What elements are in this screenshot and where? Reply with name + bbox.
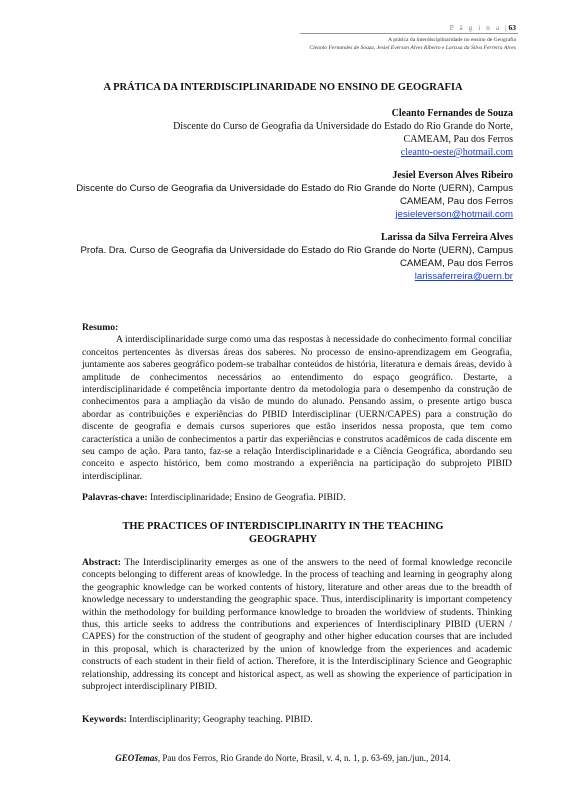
abstract-section bbox=[82, 557, 512, 693]
palavras-chave-text: Interdisciplinaridade; Ensino de Geografia. PIBID. bbox=[147, 492, 346, 503]
running-authors: Cleanto Fernandes de Souza, Jesiel Everson Alves Ribeiro e Larissa da Silva Ferreira Alves bbox=[309, 44, 516, 51]
author-email-link[interactable]: cleanto-oeste@hotmail.com bbox=[400, 147, 513, 158]
author-affiliation: CAMEAM, Pau dos Ferros bbox=[399, 258, 513, 269]
keywords-text: Interdisciplinarity; Geography teaching. PIBID. bbox=[126, 714, 313, 725]
resumo-section bbox=[82, 322, 512, 483]
author-block-1 bbox=[173, 107, 513, 159]
author-email-link[interactable]: larissaferreira@uern.br bbox=[414, 271, 513, 282]
keywords-label: Keywords: bbox=[82, 714, 127, 725]
page-separator: | bbox=[501, 23, 509, 32]
article-title-english: THE PRACTICES OF INTERDISCIPLINARITY IN THE TEACHING GEOGRAPHY bbox=[122, 521, 444, 545]
author-name: Cleanto Fernandes de Souza bbox=[391, 108, 513, 119]
running-title: A prática da interdisciplinaridade no ensino de Geografia bbox=[388, 37, 516, 43]
page-word: P á g i n a bbox=[449, 23, 502, 32]
keywords bbox=[82, 714, 512, 725]
page-number: 63 bbox=[508, 23, 516, 32]
author-affiliation: CAMEAM, Pau dos Ferros bbox=[403, 134, 513, 145]
palavras-chave-label: Palavras-chave: bbox=[82, 492, 148, 503]
author-affiliation: Discente do Curso de Geografia da Universidade do Estado do Rio Grande do Norte, bbox=[173, 121, 513, 132]
author-name: Larissa da Silva Ferreira Alves bbox=[380, 232, 513, 243]
author-affiliation: Profa. Dra. Curso de Geografia da Universidade do Estado do Rio Grande do Norte (UERN), Campus bbox=[80, 245, 513, 256]
resumo-text: A interdisciplinaridade surge como uma das respostas à necessidade do conhecimento formal conciliar conceitos pertencentes às diversas áreas dos saberes. No processo de ensino-aprendizagem em Geografia, juntamente aos saberes geográfico podem-se trabalhar conteúdos de história, literatura e demais áreas, devido à amplitude de conhecimentos necessários ao entendimento do espaço geográfico. Destarte, a interdisciplinaridade é competência importante dentro da metodologia para o desempenho da construção de conhecimentos para a ampliação da visão de mundo do alunado. Pensando assim, o presente artigo busca abordar as contribuições e experiências do PIBID Interdisciplinar (UERN/CAPES) para a construção do discente de geografia e demais cursos superiores que estão inseridos nessa proposta, que tem como característica a união de conhecimentos a partir das experiências e construtos acadêmicos de cada discente em seu campo de ação. Para tanto, faz-se a relação Interdisciplinaridade e a Ciência Geográfica, abordando seu conceito e aspecto histórico, bem como mostrando a experiência na participação do subprojeto PIBID interdisciplinar. bbox=[82, 334, 512, 482]
author-block-3 bbox=[81, 231, 513, 283]
author-email-link[interactable]: jesieleverson@hotmail.com bbox=[395, 209, 513, 220]
running-header bbox=[309, 37, 516, 52]
resumo-label: Resumo: bbox=[82, 322, 119, 333]
palavras-chave bbox=[82, 492, 512, 503]
abstract-label: Abstract: bbox=[82, 557, 121, 568]
author-affiliation: CAMEAM, Pau dos Ferros bbox=[399, 196, 513, 207]
abstract-text: The Interdisciplinarity emerges as one of the answers to the need of formal knowledge reconcile concepts belonging to different areas of knowledge. In the process of teaching and learning in geography along the geographic knowledge can be worked contents of history, literature and other areas due to the breadth of knowledge necessary to understanding the geographic space. Thus, interdisciplinarity is important competency within the methodology for building performance knowledge to broaden the worldview of students. Thinking thus, this article seeks to address the contributions and experiences of Interdisciplinary PIBID (UERN / CAPES) for the construction of the student of geography and other higher education courses that are included in this proposal, which is characterized by the union of knowledge from the experiences and academic constructs of each student in their field of action. Therefore, it is the Interdisciplinary Science and Geographic relationship, addressing its concept and historical aspect, as well as showing the experience of participation in subproject interdisciplinary PIBID. bbox=[82, 557, 512, 693]
journal-logo: GEOTemas bbox=[115, 753, 158, 763]
page-footer bbox=[0, 753, 566, 763]
author-name: Jesiel Everson Alves Ribeiro bbox=[392, 170, 513, 181]
page-number-label bbox=[450, 23, 516, 32]
author-affiliation: Discente do Curso de Geografia da Universidade do Estado do Rio Grande do Norte (UERN), Campus bbox=[76, 183, 513, 194]
header-rule bbox=[300, 33, 518, 34]
article-title: A PRÁTICA DA INTERDISCIPLINARIDADE NO ENSINO DE GEOGRAFIA bbox=[103, 82, 463, 93]
journal-citation: , Pau dos Ferros, Rio Grande do Norte, Brasil, v. 4, n. 1, p. 63-69, jan./jun., 2014. bbox=[157, 753, 451, 763]
author-block-2 bbox=[76, 169, 513, 221]
